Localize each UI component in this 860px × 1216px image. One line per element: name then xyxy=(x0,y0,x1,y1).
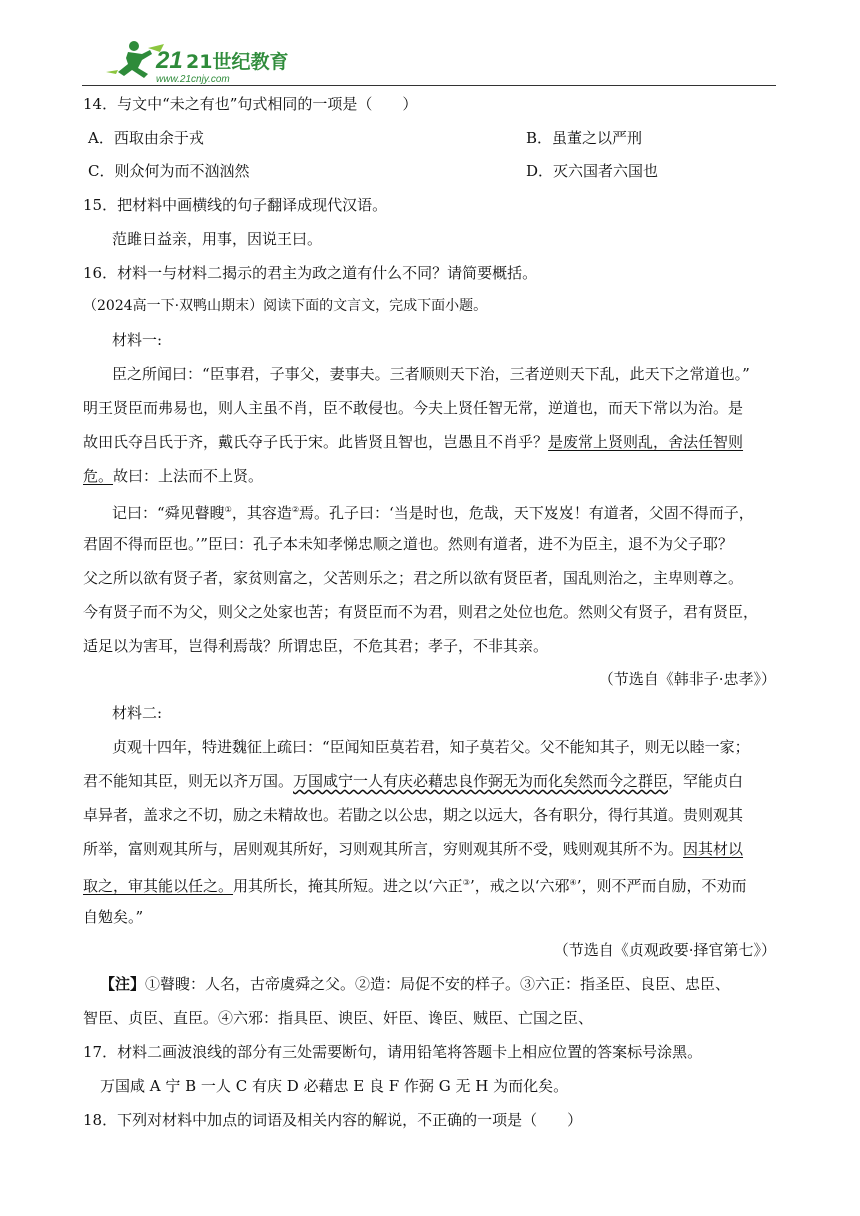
footnote-marker-3: ③ xyxy=(462,878,470,887)
q14-option-b: B．虽董之以严刑 xyxy=(526,129,643,147)
svg-text:21: 21 xyxy=(156,47,183,74)
q14-option-d: D．灭六国者六国也 xyxy=(526,162,659,180)
footnote-marker-4: ④ xyxy=(569,878,577,887)
material2-line5-text-b: ’，戒之以‘六邪 xyxy=(469,877,570,895)
underlined-sentence-end: 危。 xyxy=(83,467,114,485)
material1-p2-line2: 君固不得而臣也。’”臣曰：孔子本未知孝悌忠顺之道也。然则有道者，进不为臣主，退不为父子耶？ xyxy=(83,535,733,553)
svg-text:www.21cnjy.com: www.21cnjy.com xyxy=(156,74,230,85)
notes-label: 【注】 xyxy=(100,975,146,993)
material1-label: 材料一: xyxy=(112,331,163,349)
passage-intro: （2024高一下·双鸭山期末）阅读下面的文言文，完成下面小题。 xyxy=(83,298,488,314)
material2-line2-text: 君不能知其臣，则无以齐万国。 xyxy=(83,772,294,790)
material1-p2-text-a: 记曰：“舜见瞽瞍 xyxy=(112,504,225,522)
material2-label: 材料二: xyxy=(112,704,163,722)
site-logo xyxy=(104,40,289,85)
material2-line4 xyxy=(83,839,776,859)
material2-source: （节选自《贞观政要·择官第七》） xyxy=(553,941,776,959)
q17-stem: 17．材料二画波浪线的部分有三处需要断句，请用铅笔将答题卡上相应位置的答案标号涂黑。 xyxy=(83,1043,703,1061)
wavy-underline-passage: 万国咸宁一人有庆必藉忠良作弼无为而化矣然而今之群臣 xyxy=(293,772,669,790)
material1-p2-line3: 父之所以欲有贤子者，家贫则富之，父苦则乐之；君之所以欲有贤臣者，国乱则治之，主卑则尊之。 xyxy=(83,569,744,587)
q17-options: 万国咸 A 宁 B 一人 C 有庆 D 必藉忠 E 良 F 作弼 G 无 H 为而化矣。 xyxy=(100,1077,569,1095)
material2-line3: 卓异者，盖求之不切，励之未精故也。若勖之以公忠，期之以远大，各有职分，得行其道。贵则观其 xyxy=(83,806,744,824)
material1-p1-line4-text: 故曰：上法而不上贤。 xyxy=(113,467,264,485)
material1-p1-line2: 明王贤臣而弗易也，则人主虽不肖，臣不敢侵也。今夫上贤任智无常，逆道也，而天下常以为治。是 xyxy=(83,399,744,417)
q14-option-a-text: A．西取由余于戎 xyxy=(88,129,204,147)
material1-p1-line1: 臣之所闻曰：“臣事君，子事父，妻事夫。三者顺则天下治，三者逆则天下乱，此天下之常道也。” xyxy=(112,365,750,383)
material1-p2-line4: 今有贤子而不为父，则父之处家也苦；有贤臣而不为君，则君之处位也危。然则父有贤子，君有贤臣， xyxy=(83,603,759,621)
underlined-sentence-2: 因其材以 xyxy=(683,840,744,858)
material2-line4-text: 所举，富则观其所与，居则观其所好，习则观其所言，穷则观其所不受，贱则观其所不为。 xyxy=(83,840,684,858)
notes-line1-text: ①瞽瞍：人名，古帝虞舜之父。②造：局促不安的样子。③六正：指圣臣、良臣、忠臣、 xyxy=(145,975,731,993)
q14-option-a xyxy=(88,128,776,148)
material2-line6: 自勉矣。” xyxy=(83,908,144,926)
material1-p1-line4 xyxy=(83,466,776,486)
svg-text:21世纪教育: 21世纪教育 xyxy=(186,51,289,73)
q14-option-c xyxy=(88,161,776,181)
material1-p2-text-b: ，其容造 xyxy=(231,504,292,522)
underlined-sentence: 是废常上贤则乱，舍法任智则 xyxy=(548,433,744,451)
page-header xyxy=(0,0,860,88)
notes-line1 xyxy=(100,974,776,994)
material2-line1: 贞观十四年，特进魏征上疏曰：“臣闻知臣莫若君，知子莫若父。父不能知其子，则无以睦一家； xyxy=(112,738,750,756)
underlined-sentence-2-end: 取之，审其能以任之。 xyxy=(83,877,234,895)
material1-p2-line1 xyxy=(112,500,776,523)
header-divider xyxy=(82,85,776,86)
notes-line2: 智臣、贞臣、直臣。④六邪：指具臣、谀臣、奸臣、谗臣、贼臣、亡国之臣、 xyxy=(83,1009,594,1027)
q14-option-c-text: C．则众何为而不汹汹然 xyxy=(88,162,250,180)
material2-line2-tail: ，罕能贞白 xyxy=(668,772,744,790)
q16-stem: 16．材料一与材料二揭示的君主为政之道有什么不同？请简要概括。 xyxy=(83,264,538,282)
q18-stem: 18．下列对材料中加点的词语及相关内容的解说，不正确的一项是（ ） xyxy=(83,1111,583,1129)
material2-line5 xyxy=(83,873,776,896)
material1-p1-line3-text: 故田氏夺吕氏于齐，戴氏夺子氏于宋。此皆贤且智也，岂愚且不肖乎？ xyxy=(83,433,549,451)
q15-stem: 15．把材料中画横线的句子翻译成现代汉语。 xyxy=(83,196,388,214)
material2-line2 xyxy=(83,771,776,791)
material1-p2-text-c: 焉。孔子曰：‘当是时也，危哉，天下岌岌！有道者，父固不得而子， xyxy=(299,504,754,522)
material2-line5-text-c: ’，则不严而自励，不劝而 xyxy=(576,877,747,895)
material1-source: （节选自《韩非子·忠孝》） xyxy=(598,670,776,688)
footnote-marker-2: ② xyxy=(291,505,300,514)
q15-sentence: 范雎日益亲，用事，因说王曰。 xyxy=(112,230,323,248)
material1-p2-line5: 适足以为害耳，岂得利焉哉？所谓忠臣，不危其君；孝子，不非其亲。 xyxy=(83,637,549,655)
q14-stem: 14．与文中“未之有也”句式相同的一项是（ ） xyxy=(83,95,418,113)
footnote-marker-1: ① xyxy=(224,505,232,514)
material2-line5-text-a: 用其所长，掩其所短。进之以‘六正 xyxy=(233,877,463,895)
material1-p1-line3 xyxy=(83,432,776,452)
